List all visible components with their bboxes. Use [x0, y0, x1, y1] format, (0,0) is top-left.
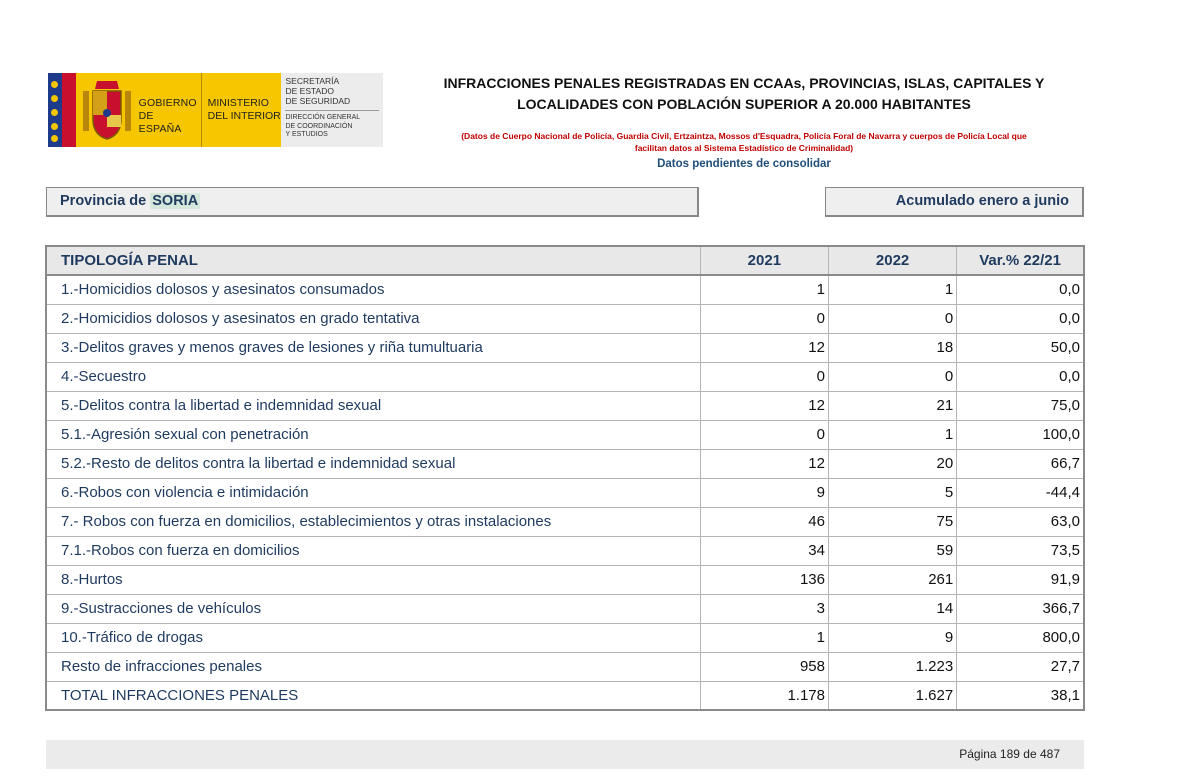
province-box	[46, 187, 699, 217]
value-2022: 1.223	[828, 652, 956, 681]
table-row	[46, 333, 1084, 362]
table-row	[46, 478, 1084, 507]
value-variation: 91,9	[957, 565, 1084, 594]
row-label: 3.-Delitos graves y menos graves de lesiones y riña tumultuaria	[46, 333, 700, 362]
table-row	[46, 536, 1084, 565]
page-title: INFRACCIONES PENALES REGISTRADAS EN CCAAs, PROVINCIAS, ISLAS, CAPITALES Y LOCALIDADES CON POBLACIÓN SUPERIOR A 20.000 HABITANTES	[443, 75, 1045, 112]
value-2022: 14	[828, 594, 956, 623]
value-2022: 18	[828, 333, 956, 362]
row-label: 2.-Homicidios dolosos y asesinatos en grado tentativa	[46, 304, 700, 333]
row-label: 5.-Delitos contra la libertad e indemnidad sexual	[46, 391, 700, 420]
value-2021: 136	[700, 565, 828, 594]
header-variation: Var.% 22/21	[957, 246, 1084, 275]
value-2022: 1	[828, 275, 956, 304]
value-2021: 46	[700, 507, 828, 536]
value-variation: 63,0	[957, 507, 1084, 536]
table-row	[46, 565, 1084, 594]
row-label: 6.-Robos con violencia e intimidación	[46, 478, 700, 507]
header-tipologia: TIPOLOGÍA PENAL	[46, 246, 700, 275]
table-row	[46, 420, 1084, 449]
value-variation: 800,0	[957, 623, 1084, 652]
value-2022: 0	[828, 304, 956, 333]
coat-of-arms-icon	[76, 73, 139, 147]
value-variation: 38,1	[957, 681, 1084, 710]
page-footer	[46, 740, 1084, 769]
row-label: 4.-Secuestro	[46, 362, 700, 391]
value-2021: 12	[700, 449, 828, 478]
province-name[interactable]: SORIA	[152, 193, 199, 209]
value-variation: 0,0	[957, 304, 1084, 333]
value-variation: 66,7	[957, 449, 1084, 478]
row-label: Resto de infracciones penales	[46, 652, 700, 681]
row-label: 7.- Robos con fuerza en domicilios, establecimientos y otras instalaciones	[46, 507, 700, 536]
value-variation: 75,0	[957, 391, 1084, 420]
value-2021: 9	[700, 478, 828, 507]
table-row	[46, 623, 1084, 652]
value-2022: 0	[828, 362, 956, 391]
value-variation: 0,0	[957, 362, 1084, 391]
value-2021: 0	[700, 304, 828, 333]
value-2022: 75	[828, 507, 956, 536]
value-variation: 100,0	[957, 420, 1084, 449]
row-label: 5.2.-Resto de delitos contra la libertad e indemnidad sexual	[46, 449, 700, 478]
row-label: 5.1.-Agresión sexual con penetración	[46, 420, 700, 449]
crime-table	[45, 245, 1085, 711]
province-prefix: Provincia de	[60, 193, 151, 209]
value-2022: 9	[828, 623, 956, 652]
eu-flag-stripe	[48, 73, 76, 147]
value-2021: 958	[700, 652, 828, 681]
table-row	[46, 304, 1084, 333]
value-2022: 20	[828, 449, 956, 478]
page-number: Página 189 de 487	[959, 747, 1060, 761]
row-label: 10.-Tráfico de drogas	[46, 623, 700, 652]
value-variation: 27,7	[957, 652, 1084, 681]
period-box: Acumulado enero a junio	[825, 187, 1084, 217]
row-label: 9.-Sustracciones de vehículos	[46, 594, 700, 623]
value-2022: 1	[828, 420, 956, 449]
value-2021: 1	[700, 275, 828, 304]
table-row	[46, 391, 1084, 420]
value-variation: 50,0	[957, 333, 1084, 362]
value-variation: 73,5	[957, 536, 1084, 565]
ministry-logo	[48, 73, 383, 147]
data-sources-note: (Datos de Cuerpo Nacional de Policía, Guardia Civil, Ertzaintza, Mossos d'Esquadra, Policía Foral de Navarra y cuerpos de Policía Local que facilitan datos al Sistema Estadístico de Criminalidad)	[461, 131, 1027, 153]
row-label: 1.-Homicidios dolosos y asesinatos consumados	[46, 275, 700, 304]
table-row	[46, 449, 1084, 478]
table-row	[46, 594, 1084, 623]
gobierno-label: GOBIERNO DE ESPAÑA	[138, 97, 197, 135]
value-2021: 1.178	[700, 681, 828, 710]
row-label: TOTAL INFRACCIONES PENALES	[46, 681, 700, 710]
table-row	[46, 275, 1084, 304]
value-2021: 12	[700, 333, 828, 362]
header-2021: 2021	[700, 246, 828, 275]
value-2022: 59	[828, 536, 956, 565]
table-row	[46, 652, 1084, 681]
value-2021: 1	[700, 623, 828, 652]
table-row	[46, 362, 1084, 391]
table-row	[46, 507, 1084, 536]
value-variation: -44,4	[957, 478, 1084, 507]
value-2022: 261	[828, 565, 956, 594]
table-row	[46, 681, 1084, 710]
value-2022: 1.627	[828, 681, 956, 710]
row-label: 8.-Hurtos	[46, 565, 700, 594]
value-2021: 0	[700, 420, 828, 449]
value-2021: 0	[700, 362, 828, 391]
ministerio-label: MINISTERIO DEL INTERIOR	[201, 73, 282, 147]
value-2022: 21	[828, 391, 956, 420]
value-2021: 12	[700, 391, 828, 420]
row-label: 7.1.-Robos con fuerza en domicilios	[46, 536, 700, 565]
value-2021: 3	[700, 594, 828, 623]
secretaria-label: SECRETARÍA DE ESTADO DE SEGURIDAD DIRECCIÓN GENERAL DE COORDINACIÓN Y ESTUDIOS	[281, 73, 383, 147]
value-variation: 366,7	[957, 594, 1084, 623]
value-variation: 0,0	[957, 275, 1084, 304]
value-2022: 5	[828, 478, 956, 507]
pending-note: Datos pendientes de consolidar	[657, 158, 831, 170]
table-header-row	[46, 246, 1084, 275]
header-2022: 2022	[828, 246, 956, 275]
value-2021: 34	[700, 536, 828, 565]
